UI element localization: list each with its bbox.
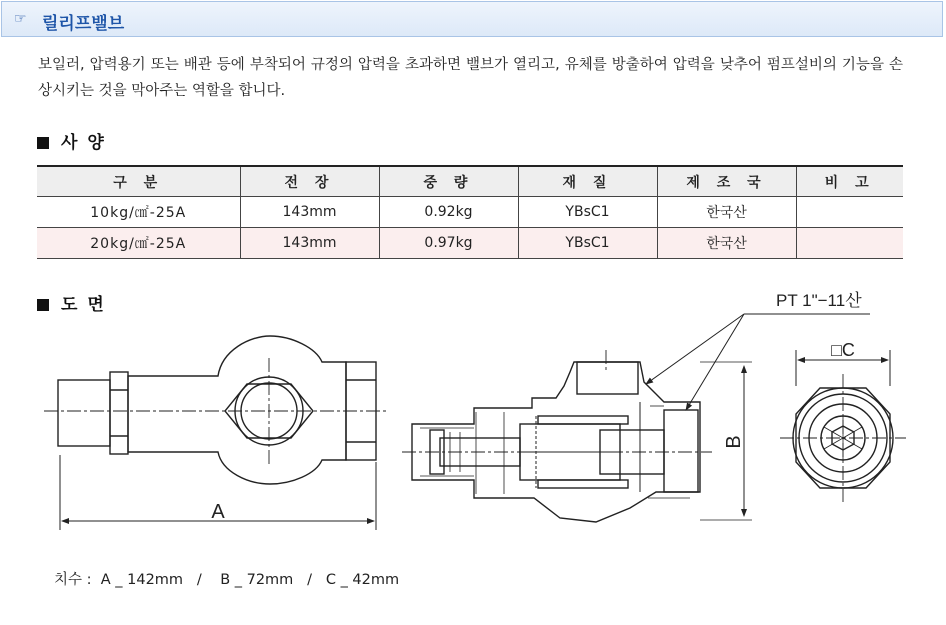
col-header-material: 재 질 [518, 166, 657, 197]
product-description: 보일러, 압력용기 또는 배관 등에 부착되어 규정의 압력을 초과하면 밸브가 열리고, 유체를 방출하여 압력을 낮추어 펌프설비의 기능을 손상시키는 것을 막아주는 역할을 합니다. [38, 57, 903, 99]
spec-section-title: 사 양 [61, 133, 106, 153]
cell-material: YBsC1 [518, 197, 657, 228]
cell-origin: 한국산 [657, 228, 796, 259]
col-header-category: 구 분 [37, 166, 240, 197]
dimensions-summary: 치수 : A _ 142mm / B _ 72mm / C _ 42mm [54, 572, 400, 588]
square-bullet-icon [37, 137, 49, 149]
label-thread-spec: PT 1"−11산 [776, 291, 862, 310]
valve-technical-drawing [0, 280, 946, 535]
cell-origin: 한국산 [657, 197, 796, 228]
cell-category: 20kg/㎠-25A [37, 228, 240, 259]
centerlines [44, 350, 906, 502]
cell-note [796, 197, 903, 228]
label-dimension-a: A [211, 501, 225, 523]
cell-category: 10kg/㎠-25A [37, 197, 240, 228]
page-title: 릴리프밸브 [42, 14, 125, 34]
table-header-row [37, 166, 903, 197]
table-row [37, 197, 903, 228]
cell-material: YBsC1 [518, 228, 657, 259]
spec-section-heading [37, 128, 106, 153]
cell-weight: 0.92kg [379, 197, 518, 228]
title-bar [1, 1, 943, 37]
cell-length: 143mm [240, 197, 379, 228]
spec-table [37, 165, 903, 259]
col-header-weight: 중 량 [379, 166, 518, 197]
label-dimension-c: □C [831, 340, 855, 360]
hand-pointing-icon: ☞ [14, 11, 27, 27]
table-row [37, 228, 903, 259]
cell-weight: 0.97kg [379, 228, 518, 259]
col-header-note: 비 고 [796, 166, 903, 197]
col-header-length: 전 장 [240, 166, 379, 197]
col-header-origin: 제 조 국 [657, 166, 796, 197]
drawing-section-title: 도 면 [61, 295, 106, 315]
cell-length: 143mm [240, 228, 379, 259]
cell-note [796, 228, 903, 259]
label-dimension-b: B [723, 435, 745, 449]
